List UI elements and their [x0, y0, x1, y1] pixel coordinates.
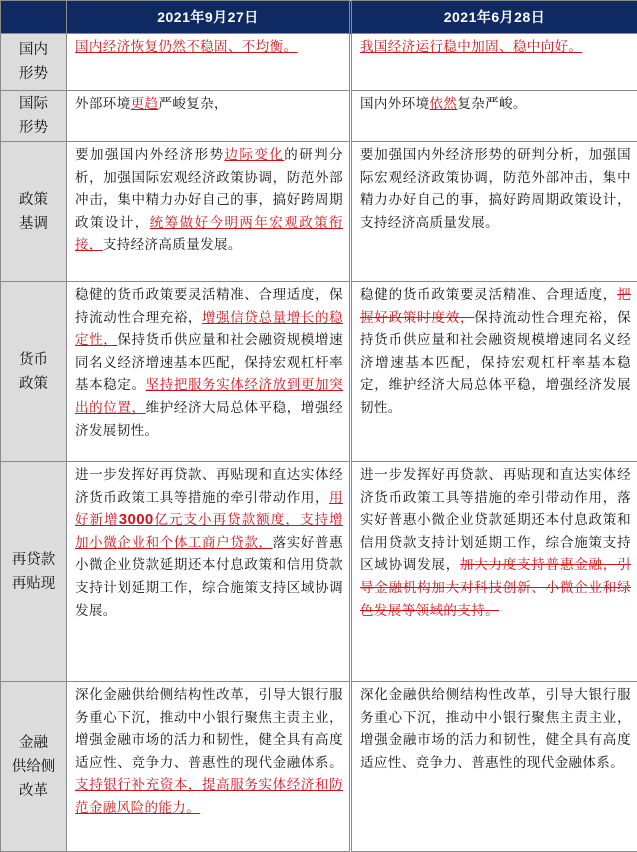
cell-june: [351, 462, 637, 682]
row-label-line: 货币: [19, 351, 48, 368]
row-domestic-situation: [1, 34, 637, 91]
row-label-line: 政策: [19, 375, 48, 392]
row-label-line: 基调: [19, 215, 48, 232]
text-segment: 深化金融供给侧结构性改革，引导大银行服务重心下沉，推动中小银行聚焦主责主业，增强金融市场的活力和韧性，健全具有高度适应性、竞争力、普惠性的现代金融体系。: [75, 687, 343, 771]
row-label: [1, 34, 67, 91]
text-segment: 要加强国内外经济形势的研判分析，加强国际宏观经济政策协调，防范外部冲击，集中精力办好自己的事，搞好跨周期政策设计，支持经济高质量发展。: [360, 147, 631, 231]
changed-text: 国内经济恢复仍然不稳固、不均衡。: [75, 39, 298, 55]
text-segment: 进一步发挥好再贷款、再贴现和直达实体经济货币政策工具等措施的牵引带动作用，落实好普惠小微企业贷款延期还本付息政策和信用贷款支持计划延期工作，综合施策支持区域协调发展，: [360, 467, 631, 574]
row-label: [1, 682, 67, 852]
changed-text: 用好新增3000亿元支小再贷款额度，支持增加小微企业和个体工商户贷款，: [75, 489, 344, 551]
text-segment: 复杂严峻。: [457, 96, 527, 112]
changed-text: 坚持把服务实体经济放到更加突出的位置，: [75, 377, 344, 416]
row-label-line: 国内: [19, 42, 48, 58]
text-segment: 严峻复杂，: [158, 96, 228, 112]
cell-september: [67, 682, 351, 852]
text-segment: 保持货币供应量和社会融资规模增速同名义经济增速基本匹配，保持宏观杠杆率基本稳定。: [75, 332, 344, 394]
cell-june: [351, 142, 637, 282]
text-segment: 支持经济高质量发展。: [102, 237, 242, 254]
text-segment: 稳健的货币政策要灵活精准、合理适度，: [360, 287, 618, 303]
cell-september: [67, 462, 351, 682]
header-corner-cell: [1, 1, 67, 34]
row-relending-rediscount: [1, 462, 637, 682]
row-label-line: 形势: [19, 66, 48, 82]
removed-text: 把握好政策时度效，: [360, 287, 631, 326]
changed-text: 统筹做好今明两年宏观政策衔接，: [75, 214, 343, 254]
row-label-line: 形势: [19, 120, 48, 136]
row-label-line: 金融: [19, 734, 48, 751]
text-segment: 国内外环境: [360, 96, 430, 112]
row-label-line: 再贴现: [11, 575, 56, 592]
row-label: [1, 462, 67, 682]
changed-text: 支持银行补充资本，提高服务实体经济和防范金融风险的能力。: [75, 777, 343, 816]
cell-june: [351, 282, 637, 462]
changed-text: 依然: [429, 96, 458, 112]
header-row: [1, 1, 637, 34]
row-label-line: 改革: [19, 782, 48, 799]
cell-september: [67, 282, 351, 462]
text-segment: 进一步发挥好再贷款、再贴现和直达实体经济货币政策工具等措施的牵引带动作用，: [75, 467, 343, 506]
row-label: [1, 91, 67, 142]
text-segment: 要加强国内外经济形势: [75, 147, 225, 163]
cell-september: [67, 34, 351, 91]
row-label-line: 供给侧: [11, 758, 56, 775]
text-segment: 保持流动性合理充裕，保持货币供应量和社会融资规模增速同名义经济增速基本匹配，保持宏观杠杆率基本稳定，维护经济大局总体平稳，增强经济发展韧性。: [360, 309, 631, 416]
changed-text: 增强信贷总量增长的稳定性，: [75, 309, 343, 349]
text-segment: 维护经济大局总体平稳，增强经济发展韧性。: [75, 399, 344, 439]
row-label-line: 再贷款: [11, 551, 56, 568]
row-monetary-policy: [1, 282, 637, 462]
text-segment: 的研判分析，加强国际宏观经济政策协调，防范外部冲击，集中精力办好自己的事，搞好跨周期政策设计，: [75, 147, 344, 231]
text-segment: 深化金融供给侧结构性改革，引导大银行服务重心下沉，推动中小银行聚焦主责主业，增强金融市场的活力和韧性，健全具有高度适应性、竞争力、普惠性的现代金融体系。: [360, 687, 631, 771]
header-date-june: 2021年6月28日: [351, 1, 637, 34]
cell-september: [67, 142, 351, 282]
row-label-line: 政策: [19, 191, 48, 208]
row-policy-tone: [1, 142, 637, 282]
row-financial-supply-side-reform: [1, 682, 637, 852]
row-label: [1, 282, 67, 462]
removed-text: 加大力度支持普惠金融，引导金融机构加大对科技创新、小微企业和绿色发展等领域的支持。: [360, 557, 631, 619]
changed-text: 更趋: [130, 96, 159, 112]
cell-september: [67, 91, 351, 142]
row-label: [1, 142, 67, 282]
changed-text: 我国经济运行稳中加固、稳中向好。: [360, 39, 583, 55]
header-date-september: 2021年9月27日: [67, 1, 351, 34]
row-label-line: 国际: [19, 96, 48, 112]
row-international-situation: [1, 91, 637, 142]
text-segment: 稳健的货币政策要灵活精准、合理适度，保持流动性合理充裕，: [75, 287, 343, 326]
changed-text: 边际变化: [224, 147, 285, 163]
text-segment: 落实好普惠小微企业贷款延期还本付息政策和信用贷款支持计划延期工作，综合施策支持区域协调发展。: [75, 534, 344, 619]
cell-june: [351, 91, 637, 142]
cell-june: [351, 34, 637, 91]
text-segment: 外部环境: [75, 96, 131, 112]
cell-june: [351, 682, 637, 852]
